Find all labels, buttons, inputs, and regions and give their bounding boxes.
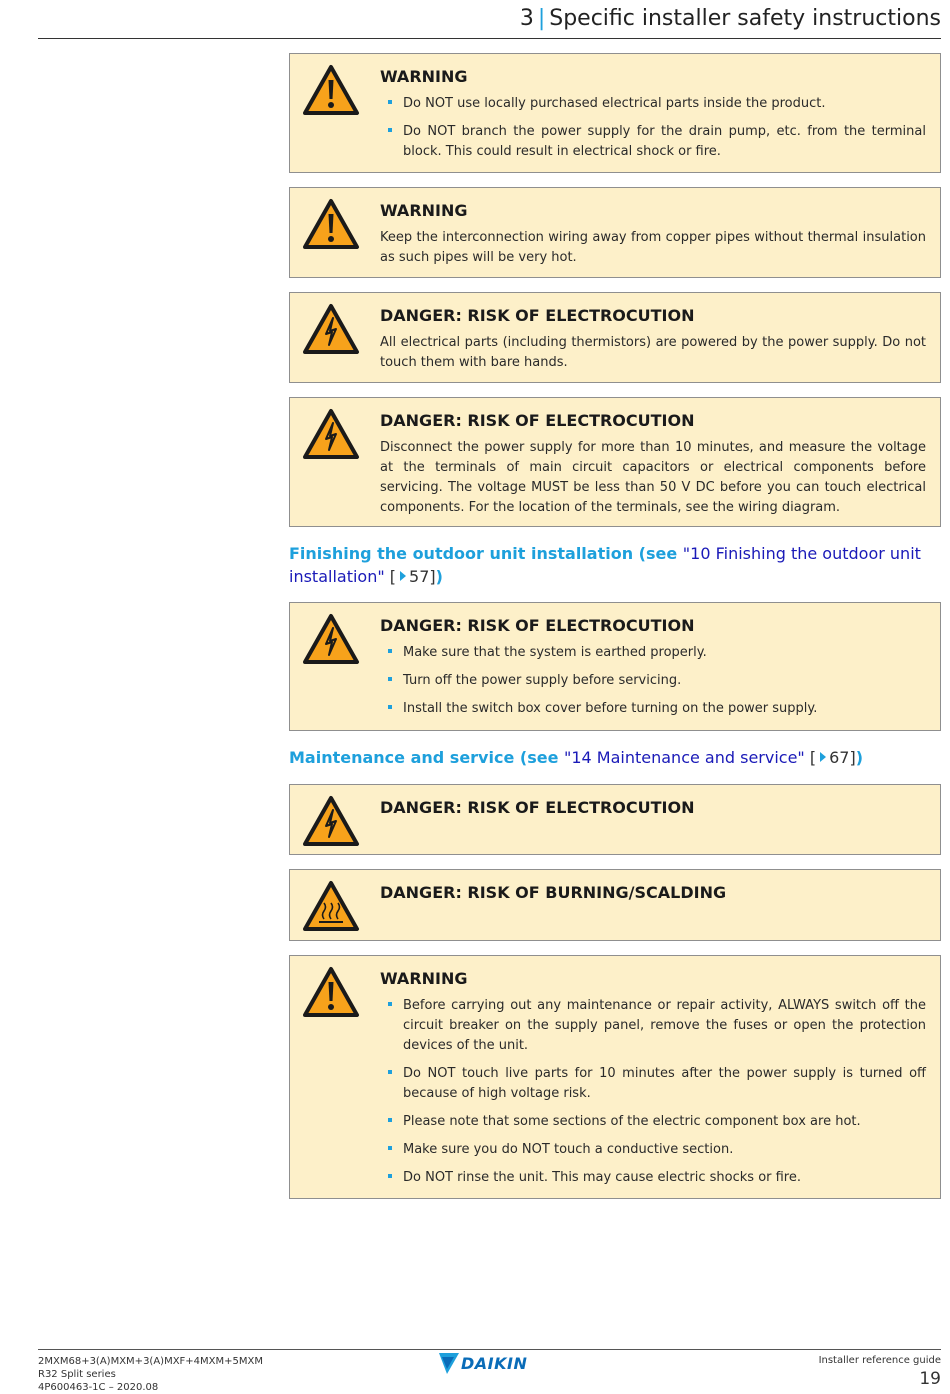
- page-arrow-icon: [820, 752, 826, 762]
- list-item: Install the switch box cover before turning on the power supply.: [380, 699, 926, 719]
- section-link[interactable]: "10 Finishing the outdoor unit installation": [289, 544, 921, 586]
- box-title: WARNING: [380, 969, 468, 988]
- warning-box: [289, 187, 941, 278]
- bracket-open: [: [804, 748, 817, 767]
- page-header: [38, 0, 941, 39]
- box-title: DANGER: RISK OF ELECTROCUTION: [380, 616, 695, 635]
- box-title: WARNING: [380, 201, 468, 220]
- daikin-logo: [439, 1353, 543, 1375]
- section-heading-suffix: ): [435, 567, 443, 586]
- list-item: Do NOT use locally purchased electrical parts inside the product.: [380, 94, 926, 114]
- box-text: All electrical parts (including thermistors) are powered by the power supply. Do not touch them with bare hands.: [380, 335, 926, 370]
- bracket-close: ]: [849, 748, 856, 767]
- page-arrow-icon: [400, 571, 406, 581]
- hot-surface-icon: [302, 880, 360, 932]
- box-text: Disconnect the power supply for more than 10 minutes, and measure the voltage at the terminals of main circuit capacitors or electrical components before servicing. The voltage MUST be less than 50 V DC before you can touch electrical components. For the location of the terminals, see the wiring diagram.: [380, 440, 926, 515]
- electrocution-icon: [302, 408, 360, 460]
- list-item: Please note that some sections of the electric component box are hot.: [380, 1112, 926, 1132]
- footer-guide-info: [819, 1355, 941, 1390]
- footer-doc-info: [38, 1355, 263, 1394]
- danger-box: [289, 869, 941, 941]
- section-heading-suffix: ): [855, 748, 864, 767]
- danger-box: [289, 292, 941, 383]
- page-ref[interactable]: 57: [409, 567, 430, 586]
- bracket-close: ]: [429, 567, 436, 586]
- box-title: DANGER: RISK OF ELECTROCUTION: [380, 306, 695, 325]
- bullet-list: [380, 643, 926, 719]
- daikin-logo-icon: [439, 1353, 461, 1375]
- list-item: Do NOT touch live parts for 10 minutes after the power supply is turned off because of high voltage risk.: [380, 1064, 926, 1104]
- header-separator: |: [537, 6, 546, 31]
- footer-guide-name: Installer reference guide: [818, 1355, 941, 1366]
- brand-wordmark: DAIKIN: [461, 1354, 528, 1373]
- electrocution-icon: [302, 613, 360, 665]
- list-item: Make sure you do NOT touch a conductive section.: [380, 1140, 926, 1160]
- danger-box: [289, 784, 941, 855]
- list-item: Do NOT rinse the unit. This may cause electric shocks or fire.: [380, 1168, 926, 1188]
- box-title: DANGER: RISK OF BURNING/SCALDING: [380, 883, 727, 902]
- section-heading-text: Maintenance and service (see: [289, 748, 564, 767]
- danger-box: [289, 397, 941, 527]
- box-title: DANGER: RISK OF ELECTROCUTION: [380, 411, 695, 430]
- warning-box: [289, 955, 941, 1199]
- warning-icon: [302, 198, 360, 250]
- list-item: Before carrying out any maintenance or repair activity, ALWAYS switch off the circuit breaker on the supply panel, remove the fuses or open the protection devices of the unit.: [380, 996, 926, 1056]
- warning-icon: [302, 966, 360, 1018]
- list-item: Do NOT branch the power supply for the drain pump, etc. from the terminal block. This could result in electrical shock or fire.: [380, 122, 926, 162]
- box-title: DANGER: RISK OF ELECTROCUTION: [380, 798, 695, 817]
- footer-divider: [38, 1349, 941, 1350]
- footer-series: R32 Split series: [38, 1369, 116, 1380]
- footer-doc-number: 4P600463-1C – 2020.08: [38, 1382, 159, 1393]
- page-number: 19: [919, 1369, 941, 1389]
- bullet-list: [380, 94, 926, 162]
- footer-model: 2MXM68+3(A)MXM+3(A)MXF+4MXM+5MXM: [38, 1356, 263, 1367]
- electrocution-icon: [302, 303, 360, 355]
- bullet-list: [380, 996, 926, 1188]
- danger-box: [289, 602, 941, 731]
- list-item: Turn off the power supply before servicing.: [380, 671, 926, 691]
- section-number: 3: [519, 6, 534, 31]
- section-link[interactable]: "14 Maintenance and service": [563, 748, 805, 767]
- section-heading-text: Finishing the outdoor unit installation (see: [289, 544, 683, 563]
- list-item: Make sure that the system is earthed properly.: [380, 643, 926, 663]
- page-ref[interactable]: 67: [829, 748, 850, 767]
- bracket-open: [: [384, 567, 397, 586]
- warning-icon: [302, 64, 360, 116]
- box-title: WARNING: [380, 67, 468, 86]
- page-title: Specific installer safety instructions: [549, 6, 941, 31]
- section-heading-finishing: [289, 542, 929, 588]
- warning-box: [289, 53, 941, 173]
- electrocution-icon: [302, 795, 360, 847]
- section-heading-maintenance: [289, 746, 929, 769]
- box-text: Keep the interconnection wiring away from copper pipes without thermal insulation as such pipes will be very hot.: [380, 230, 926, 265]
